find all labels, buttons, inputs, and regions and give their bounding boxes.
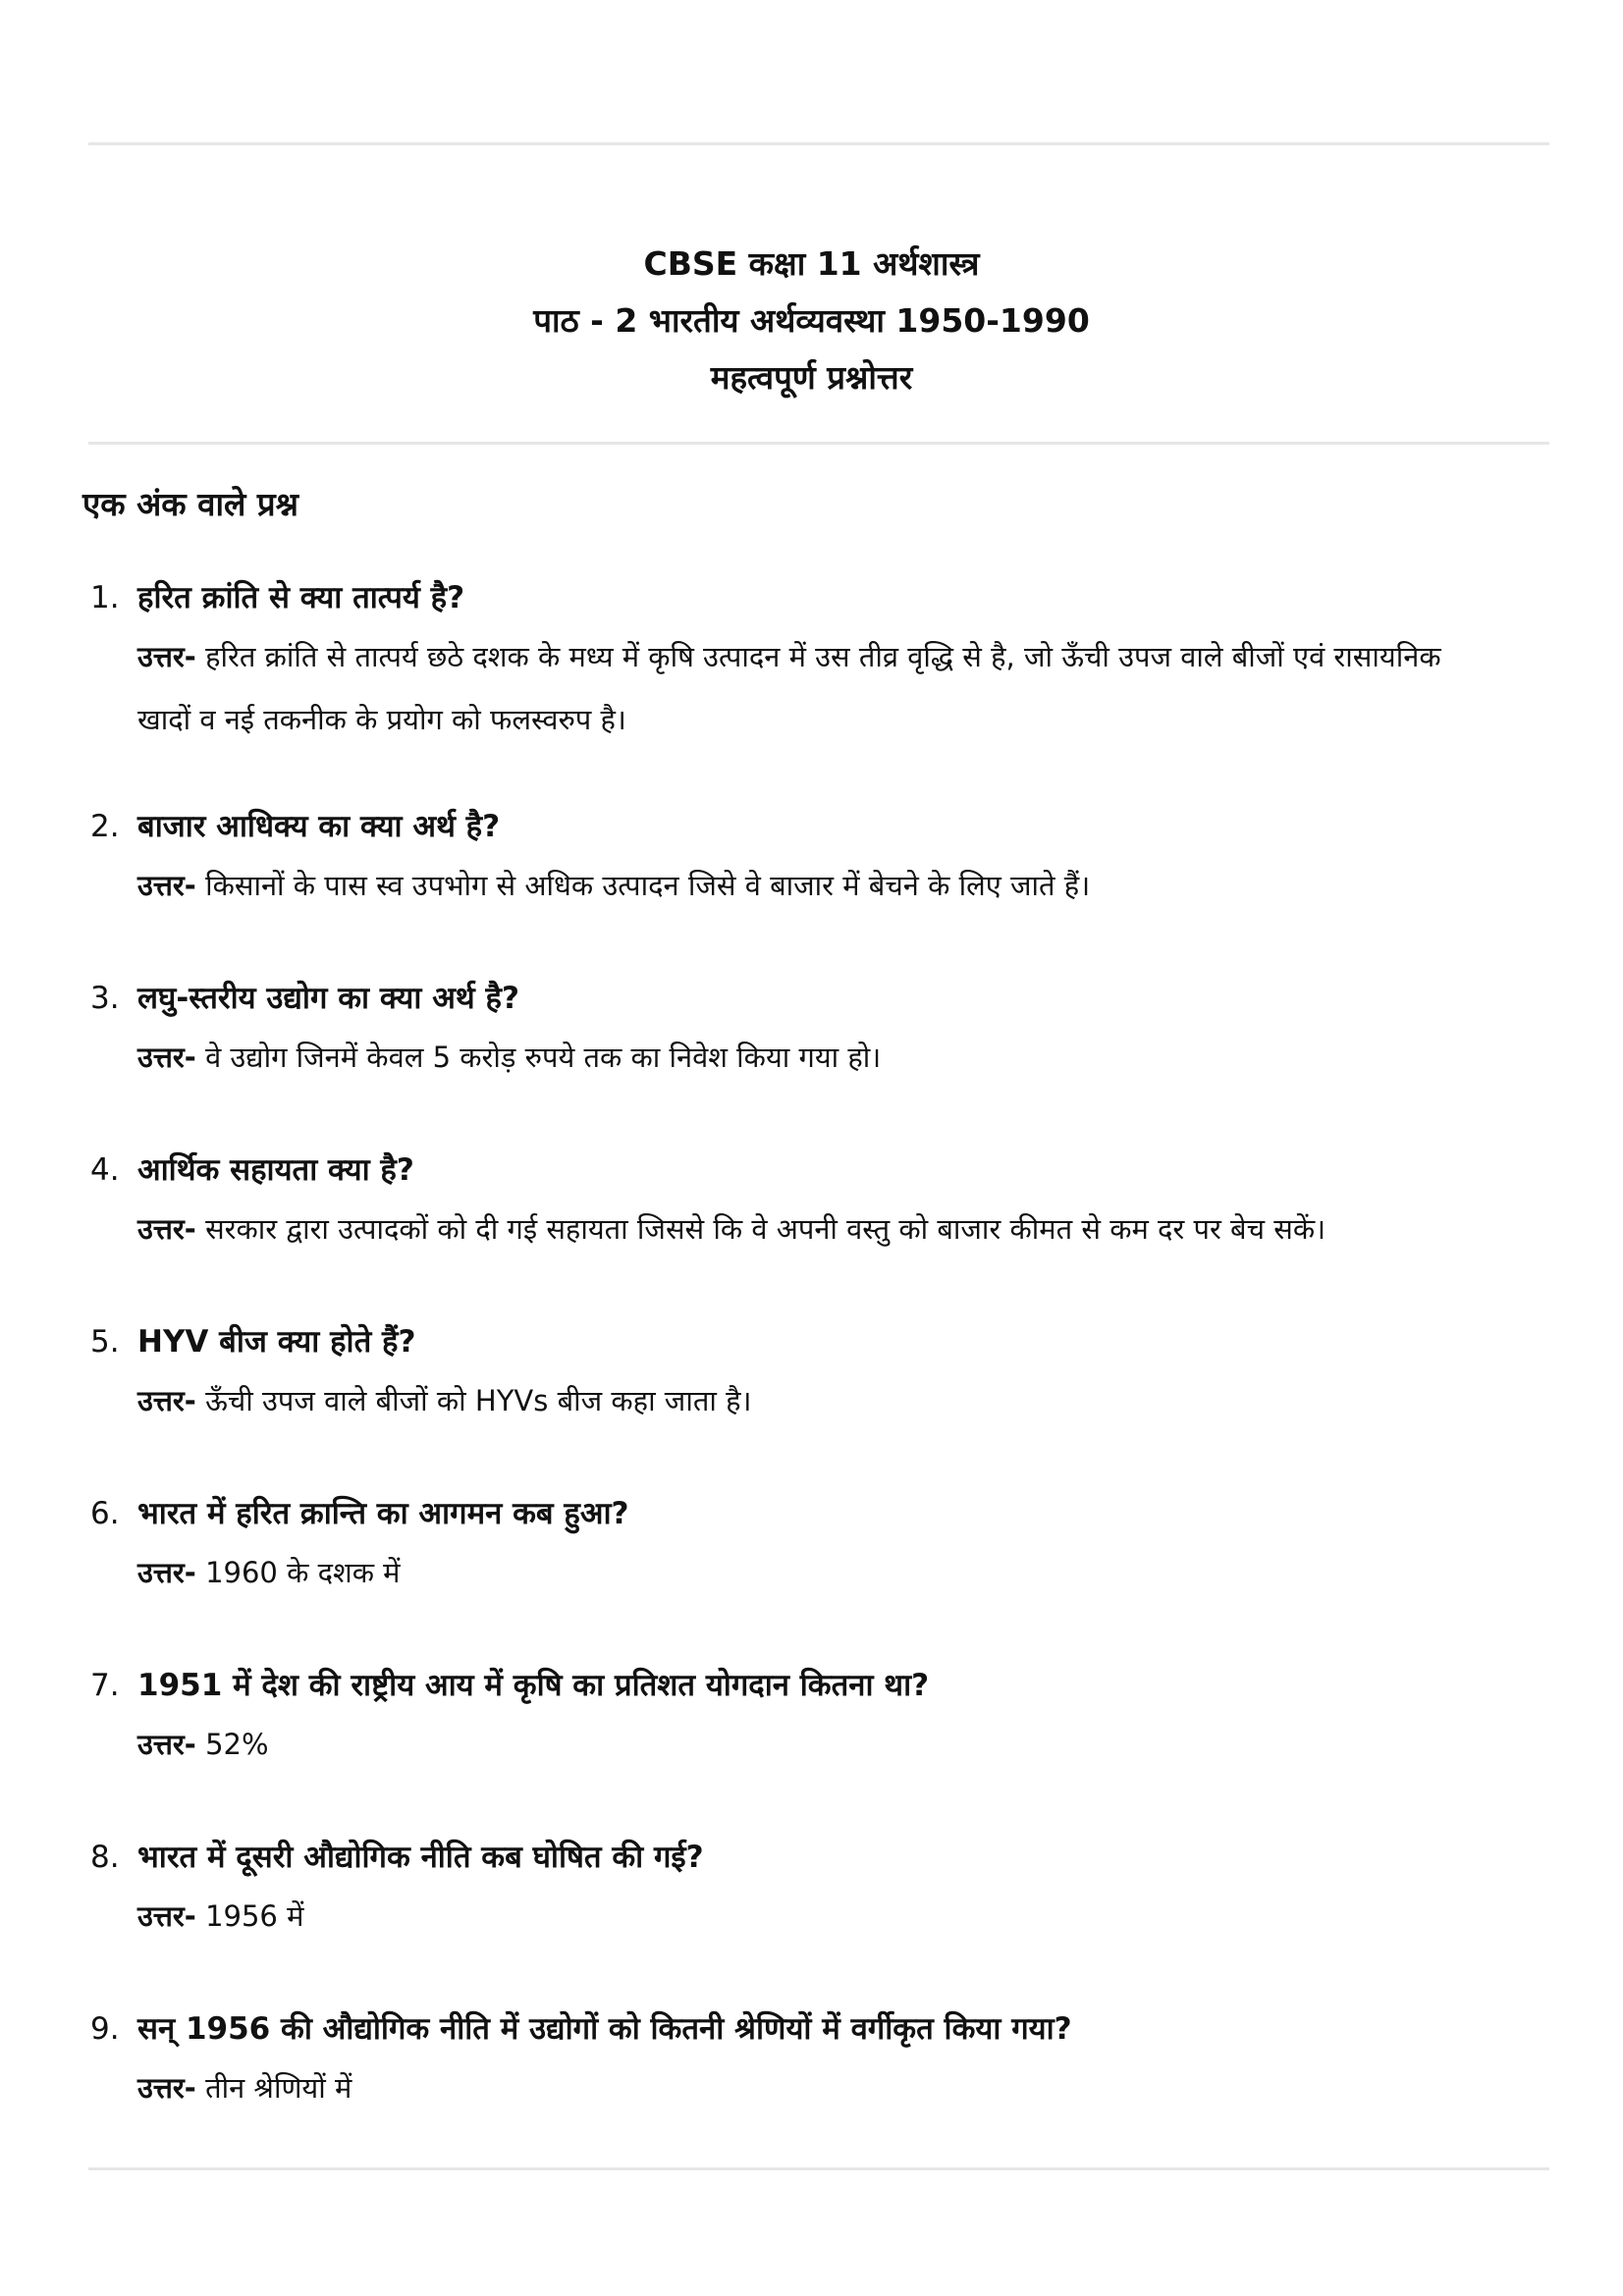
answer-text: तीन श्रेणियों में (205, 2071, 352, 2105)
answer-label: उत्तर- (137, 2071, 196, 2105)
answer-text: किसानों के पास स्व उपभोग से अधिक उत्पादन जिसे वे बाजार में बेचने के लिए जाते हैं। (205, 869, 1091, 902)
section-title: एक अंक वाले प्रश्न (82, 485, 298, 523)
answer-text: सरकार द्वारा उत्पादकों को दी गई सहायता जिससे कि वे अपनी वस्तु को बाजार कीमत से कम दर पर बेच सकें। (205, 1212, 1326, 1246)
question-text: भारत में हरित क्रान्ति का आगमन कब हुआ? (137, 1496, 629, 1531)
header-divider (88, 442, 1549, 445)
answer-text: 52% (205, 1728, 269, 1761)
question-number: 8. (90, 1840, 120, 1875)
answer-label: उत्तर- (137, 1041, 196, 1074)
document-header (0, 236, 1623, 406)
answer-label: उत्तर- (137, 1384, 196, 1417)
answer (137, 1026, 1483, 1089)
question-number: 6. (90, 1496, 120, 1531)
question-number: 1. (90, 580, 120, 615)
answer-label: उत्तर- (137, 1212, 196, 1246)
question-text: भारत में दूसरी औद्योगिक नीति कब घोषित की गई? (137, 1840, 704, 1875)
answer-label: उत्तर- (137, 1556, 196, 1589)
question-text: HYV बीज क्या होते हैं? (137, 1324, 416, 1360)
question-text: सन् 1956 की औद्योगिक नीति में उद्योगों को कितनी श्रेणियों में वर्गीकृत किया गया? (137, 2011, 1072, 2047)
header-subtitle: महत्वपूर्ण प्रश्नोत्तर (710, 358, 913, 397)
answer (137, 625, 1483, 751)
answer-label: उत्तर- (137, 869, 196, 902)
answer-text: वे उद्योग जिनमें केवल 5 करोड़ रुपये तक का निवेश किया गया हो। (205, 1041, 882, 1074)
question-number: 5. (90, 1324, 120, 1360)
question-text: लघु-स्तरीय उद्योग का क्या अर्थ है? (137, 981, 519, 1016)
answer (137, 854, 1483, 917)
answer (137, 1541, 1483, 1604)
answer-label: उत्तर- (137, 640, 196, 673)
answer (137, 1885, 1483, 1948)
question-text: 1951 में देश की राष्ट्रीय आय में कृषि का प्रतिशत योगदान कितना था? (137, 1668, 930, 1703)
answer-text: 1960 के दशक में (205, 1556, 401, 1589)
bottom-divider (88, 2167, 1549, 2170)
answer-label: उत्तर- (137, 1728, 196, 1761)
question-text: हरित क्रांति से क्या तात्पर्य है? (137, 580, 465, 615)
header-title: CBSE कक्षा 11 अर्थशास्त्र (643, 244, 980, 283)
answer-text: ऊँची उपज वाले बीजों को HYVs बीज कहा जाता है। (205, 1384, 752, 1417)
answer (137, 1369, 1483, 1432)
header-chapter: पाठ - 2 भारतीय अर्थव्यवस्था 1950-1990 (533, 301, 1090, 340)
top-divider (88, 142, 1549, 145)
question-number: 9. (90, 2011, 120, 2047)
question-number: 3. (90, 981, 120, 1016)
answer-text: 1956 में (205, 1899, 304, 1933)
question-text: आर्थिक सहायता क्या है? (137, 1152, 414, 1188)
answer-text: हरित क्रांति से तात्पर्य छठे दशक के मध्य में कृषि उत्पादन में उस तीव्र वृद्धि से है, जो ऊँची उपज वाले बीजों एवं रासायनिक खादों व नई तकनीक के प्रयोग को फलस्वरुप है। (137, 640, 1441, 736)
question-text: बाजार आधिक्य का क्या अर्थ है? (137, 809, 501, 844)
answer (137, 1198, 1483, 1260)
answer (137, 2056, 1483, 2119)
question-number: 7. (90, 1668, 120, 1703)
answer-label: उत्तर- (137, 1899, 196, 1933)
question-number: 4. (90, 1152, 120, 1188)
answer (137, 1713, 1483, 1776)
question-number: 2. (90, 809, 120, 844)
